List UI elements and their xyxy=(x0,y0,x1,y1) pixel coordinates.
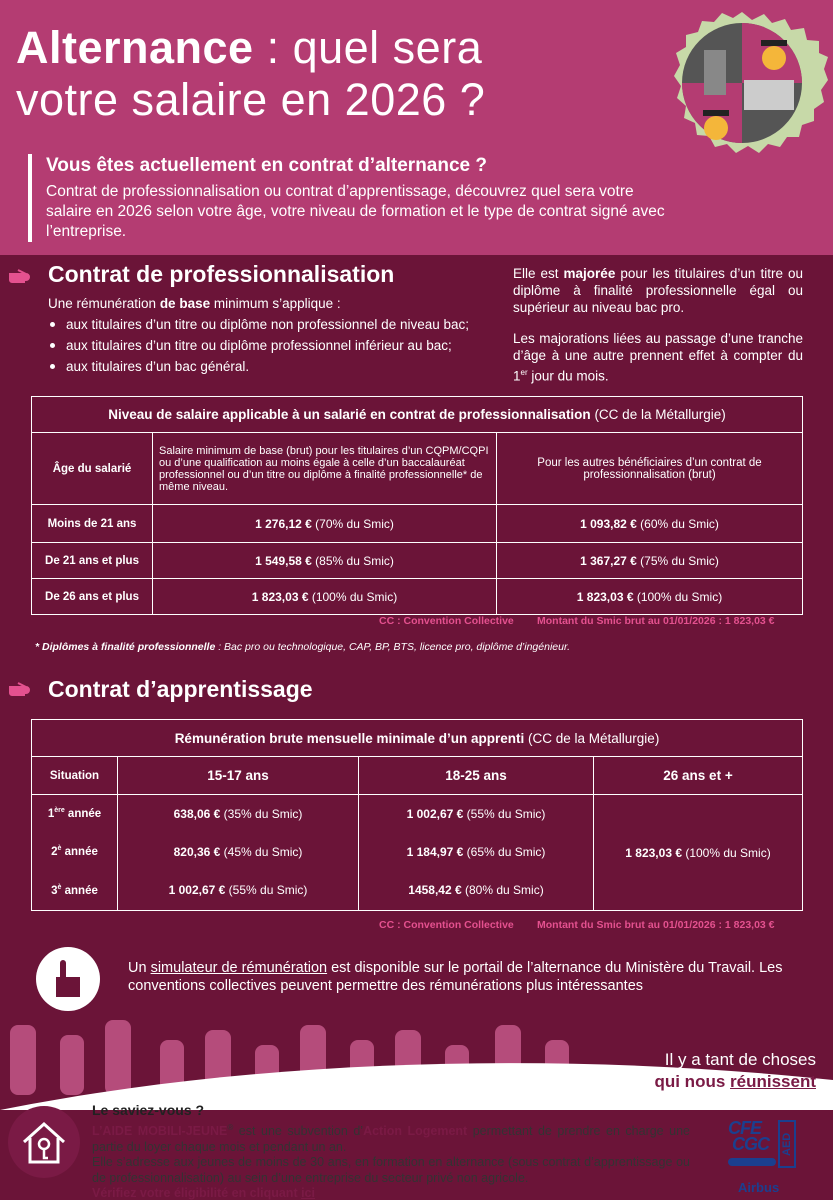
table-row: 1ère année 638,06 € (35% du Smic) 1 002,67 € (55% du Smic) 1 823,03 € (100% du Smic) xyxy=(32,795,803,833)
thumbs-up-icon xyxy=(36,947,100,1011)
eligibility-link[interactable]: ici xyxy=(301,1186,315,1200)
app-salary-table: Rémunération brute mensuelle minimale d’un apprenti (CC de la Métallurgie) Situation 15-17 ans 18-25 ans 26 ans et + 1ère année 638,06 € (35% du Smic) 1 002,67 € (55% du Smic) 1 823,03 € (100% du Smic) $2^è$ année 820,36 € (45% du Smic) 1 184,97 € (65% du Smic) $3^è$ année 1 002,67 € (55% du Smic) 1458,42 € (80% du Smic) xyxy=(31,719,803,911)
footer-question: Le saviez-vous ? xyxy=(92,1102,205,1118)
app-note-smic: Montant du Smic brut au 01/01/2026 : 1 823,03 € xyxy=(537,919,775,931)
page-title: Alternance : quel sera votre salaire en 2026 ? xyxy=(16,22,486,125)
table-header: Âge du salarié xyxy=(32,433,153,505)
table-row: $2^è$ année 820,36 € (45% du Smic) 1 184,97 € (65% du Smic) xyxy=(32,833,803,871)
app-heading: Contrat d’apprentissage xyxy=(48,676,313,702)
simulator-text: Un simulateur de rémunération est disponible sur le portail de l’alternance du Ministère du Travail. Les conventions collectives peuvent permettre des rémunérations plus intéressantes xyxy=(128,960,783,994)
pointing-hand-icon xyxy=(8,266,40,288)
students-illustration xyxy=(656,10,828,160)
app-note-cc: CC : Convention Collective xyxy=(379,919,514,931)
pointing-hand-icon xyxy=(8,679,40,701)
cfe-cgc-logo: CFE CGC AED Airbus xyxy=(728,1118,808,1196)
table-row: $3^è$ année 1 002,67 € (55% du Smic) 1458,42 € (80% du Smic) xyxy=(32,871,803,911)
pro-lead: Une rémunération de base minimum s’applique : aux titulaires d’un titre ou diplôme non professionnel de niveau bac; aux titulaires d’un titre ou diplôme professionnel inférieur au bac; aux titulaires d’un bac général. xyxy=(48,295,508,375)
main-section xyxy=(0,255,833,1055)
table-row: De 26 ans et plus 1 823,03 € (100% du Smic) 1 823,03 € (100% du Smic) xyxy=(32,579,803,615)
simulator-link[interactable]: simulateur de rémunération xyxy=(150,960,328,976)
table-caption: Niveau de salaire applicable à un salarié en contrat de professionnalisation (CC de la Métallurgie) xyxy=(32,397,803,433)
footer-text: L’AIDE MOBILI-JEUNE® est une subvention d’Action Logement permettant de prendre en charge une partie du loyer chaque mois et pendant un an. Elle s’adresse aux jeunes de moins de 30 ans, en formation en alternance (sous contrat d’apprentissage ou de professionnalisation) au sein d’une entreprise du secteur privé non agricole. Vérifiez votre éligibilité en cliquant ici xyxy=(92,1123,690,1200)
slogan: Il y a tant de choses xyxy=(664,1050,816,1069)
table-row: Moins de 21 ans 1 276,12 € (70% du Smic) 1 093,82 € (60% du Smic) xyxy=(32,505,803,543)
pro-footnote: * Diplômes à finalité professionnelle : Bac pro ou technologique, CAP, BP, BTS, licence pro, diplôme d’ingénieur. xyxy=(35,641,570,653)
table-header: 26 ans et + xyxy=(594,757,803,795)
table-header: Situation xyxy=(32,757,118,795)
pro-salary-table xyxy=(31,396,803,615)
intro-question: Vous êtes actuellement en contrat d’alternance ? xyxy=(46,155,487,176)
intro-text: Contrat de professionnalisation ou contrat d’apprentissage, découvrez quel sera votre salaire en 2026 selon votre âge, votre niveau de formation et le type de contrat signé avec l’entreprise. xyxy=(46,183,665,240)
list-item: aux titulaires d’un titre ou diplôme non professionnel de niveau bac; xyxy=(46,316,508,333)
house-key-icon xyxy=(8,1106,80,1178)
slogan-line2: qui nous réunissent xyxy=(654,1072,816,1091)
header-band xyxy=(0,0,833,255)
table-header: Salaire minimum de base (brut) pour les titulaires d’un CQPM/CQPI ou d’une qualification au moins égale à celle d’un baccalauréat professionnel ou d’un titre ou diplôme à finalité professionnelle* de même niveau. xyxy=(153,433,497,505)
footer xyxy=(0,1098,833,1200)
pro-bullet-list xyxy=(46,316,508,375)
table-header: 18-25 ans xyxy=(359,757,594,795)
table-header: 15-17 ans xyxy=(118,757,359,795)
intro-box xyxy=(28,154,668,242)
table-row: De 21 ans et plus 1 549,58 € (85% du Smic) 1 367,27 € (75% du Smic) xyxy=(32,543,803,579)
pro-note-cc: CC : Convention Collective xyxy=(379,615,514,627)
list-item: aux titulaires d’un titre ou diplôme professionnel inférieur au bac; xyxy=(46,337,508,354)
pro-heading: Contrat de professionnalisation xyxy=(48,261,395,287)
pro-majoration: Elle est majorée pour les titulaires d’un titre ou diplôme à finalité professionnelle égal ou supérieur au niveau bac pro. Les majorations liées au passage d’une tranche d’âge à une autre prennent effet à compter du 1er jour du mois. xyxy=(513,266,803,384)
list-item: aux titulaires d’un bac général. xyxy=(46,358,508,375)
pro-note-smic: Montant du Smic brut au 01/01/2026 : 1 823,03 € xyxy=(537,615,775,627)
table-header: Pour les autres bénéficiaires d’un contrat de professionnalisation (brut) xyxy=(497,433,803,505)
